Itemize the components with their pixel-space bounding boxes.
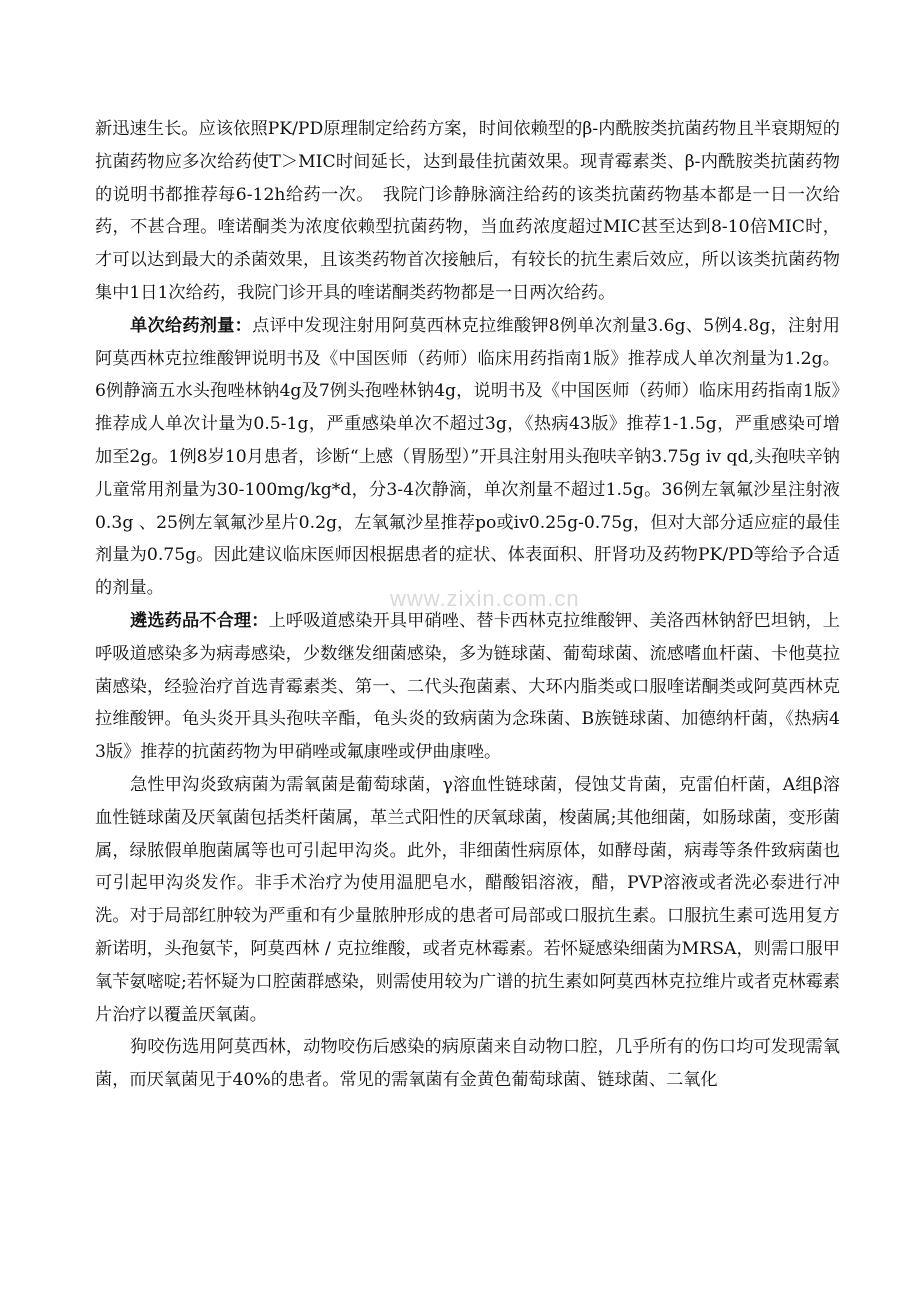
section-heading-single-dose: 单次给药剂量： xyxy=(130,315,253,336)
watermark: www.zixin.com.cn xyxy=(390,586,580,611)
paragraph-text: 上呼吸道感染开具甲硝唑、替卡西林克拉维酸钾、美洛西林钠舒巴坦钠，上呼吸道感染多为病毒感染，少数继发细菌感染，多为链球菌、葡萄球菌、流感嗜血杆菌、卡他莫拉菌感染，经验治疗首选青霉素类、第一、二代头孢菌素、大环内脂类或口服喹诺酮类或阿莫西林克拉维酸钾。龟头炎开具头孢呋辛酯，龟头炎的致病菌为念珠菌、B族链球菌、加德纳杆菌，《热病43版》推荐的抗菌药物为甲硝唑或氟康唑或伊曲康唑。 xyxy=(95,610,840,763)
paragraph-text: 点评中发现注射用阿莫西林克拉维酸钾8例单次剂量3.6g、5例4.8g，注射用阿莫西林克拉维酸钾说明书及《中国医师（药师）临床用药指南1版》推荐成人单次剂量为1.2g。6例静滴五水头孢唑林钠4g及7例头孢唑林钠4g，说明书及《中国医师（药师）临床用药指南1版》推荐成人单次计量为0.5-1g，严重感染单次不超过3g，《热病43版》推荐1-1.5g，严重感染可增加至2g。1例8岁10月患者，诊断“上感（胃肠型）”开具注射用头孢呋辛钠3.75g iv qd,头孢呋辛钠儿童常用剂量为30-100mg/kg*d，分3-4次静滴，单次剂量不超过1.5g。36例左氧氟沙星注射液0.3g 、25例左氧氟沙星片0.2g，左氧氟沙星推荐po或iv0.25g-0.75g，但对大部分适应症的最佳剂量为0.75g。因此建议临床医师因根据患者的症状、体表面积、肝肾功及药物PK/PD等给予合适的剂量。 xyxy=(95,315,840,599)
paragraph-paronychia xyxy=(95,769,840,1031)
paragraph-text: 新迅速生长。应该依照PK/PD原理制定给药方案，时间依赖型的β-内酰胺类抗菌药物且半衰期短的抗菌药物应多次给药使T＞MIC时间延长，达到最佳抗菌效果。现青霉素类、β-内酰胺类抗菌药物的说明书都推荐每6-12h给药一次。 我院门诊静脉滴注给药的该类抗菌药物基本都是一日一次给药，不甚合理。喹诺酮类为浓度依赖型抗菌药物，当血药浓度超过MIC甚至达到8-10倍MIC时，才可以达到最大的杀菌效果，且该类药物首次接触后，有较长的抗生素后效应，所以该类抗菌药物集中1日1次给药，我院门诊开具的喹诺酮类药物都是一日两次给药。 xyxy=(95,119,840,303)
paragraph-text: 急性甲沟炎致病菌为需氧菌是葡萄球菌，γ溶血性链球菌，侵蚀艾肯菌，克雷伯杆菌，A组β溶血性链球菌及厌氧菌包括类杆菌属，革兰式阳性的厌氧球菌，梭菌属;其他细菌，如肠球菌，变形菌属，绿脓假单胞菌属等也可引起甲沟炎。此外，非细菌性病原体，如酵母菌，病毒等条件致病菌也可引起甲沟炎发作。非手术治疗为使用温肥皂水，醋酸铝溶液，醋，PVP溶液或者洗必泰进行冲洗。对于局部红肿较为严重和有少量脓肿形成的患者可局部或口服抗生素。口服抗生素可选用复方新诺明，头孢氨苄，阿莫西林 / 克拉维酸，或者克林霉素。若怀疑感染细菌为MRSA，则需口服甲氧苄氨嘧啶;若怀疑为口腔菌群感染，则需使用较为广谱的抗生素如阿莫西林克拉维片或者克林霉素片治疗以覆盖厌氧菌。 xyxy=(95,774,840,1025)
paragraph-text: 狗咬伤选用阿莫西林，动物咬伤后感染的病原菌来自动物口腔，几乎所有的伤口均可发现需氧菌，而厌氧菌见于40%的患者。常见的需氧菌有金黄色葡萄球菌、链球菌、二氧化 xyxy=(95,1037,840,1091)
paragraph-dog-bite xyxy=(95,1031,840,1097)
paragraph-dosing-frequency xyxy=(95,113,840,310)
paragraph-drug-selection xyxy=(95,605,840,769)
paragraph-single-dose xyxy=(95,310,840,605)
section-heading-drug-selection: 遴选药品不合理： xyxy=(130,610,269,631)
document-body xyxy=(95,113,840,1097)
